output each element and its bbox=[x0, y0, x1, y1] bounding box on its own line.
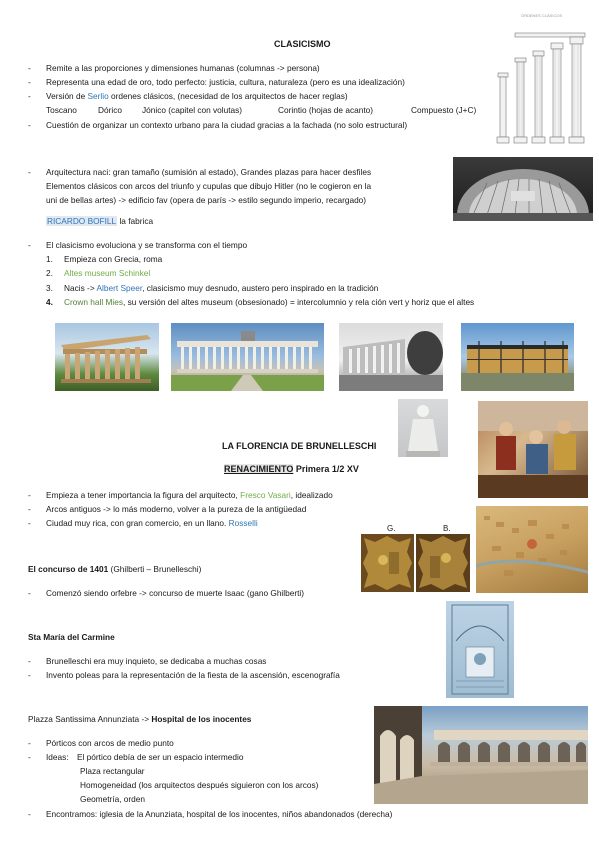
bullet: - bbox=[28, 588, 31, 598]
column-orders-image bbox=[493, 13, 593, 153]
section-title-carmine: Sta María del Carmine bbox=[28, 632, 115, 642]
bullet: - bbox=[28, 738, 31, 748]
text-fragment: la fabrica bbox=[117, 216, 154, 226]
text-fragment: Hospital de los inocentes bbox=[151, 714, 252, 724]
statue-drawing bbox=[398, 399, 448, 457]
order-toscano: Toscano bbox=[46, 105, 77, 115]
link-serlio[interactable]: Serlio bbox=[87, 91, 109, 101]
text-line: El clasicismo evoluciona y se transforma con el tiempo bbox=[46, 240, 248, 250]
text-fragment: , idealizado bbox=[290, 490, 333, 500]
text-line bbox=[46, 517, 258, 530]
bullet: - bbox=[28, 490, 31, 500]
text-line bbox=[46, 489, 333, 502]
panel-drawing bbox=[416, 534, 470, 592]
text-fragment: Ciudad muy rica, con gran comercio, en un llano. bbox=[46, 518, 229, 528]
text-line: Comenzó siendo orfebre -> concurso de muerte Isaac (gano Ghilberti) bbox=[46, 588, 305, 598]
text-line: Invento poleas para la representación de la fiesta de la ascensión, escenografía bbox=[46, 670, 340, 680]
bullet: - bbox=[28, 167, 31, 177]
order-jonico: Jónico (capitel con volutas) bbox=[142, 105, 243, 115]
text-fragment: Nacis -> bbox=[64, 283, 97, 293]
speer-building-image bbox=[339, 323, 443, 391]
speer-drawing bbox=[339, 323, 443, 391]
subtitle-renacimiento bbox=[224, 463, 359, 476]
text-line: Elementos clásicos con arcos del triunfo y cupulas que dibujo Hitler (no le cogieron en la bbox=[46, 181, 372, 191]
bullet: - bbox=[28, 120, 31, 130]
bullet: - bbox=[28, 518, 31, 528]
image-header-label: ÓRDENES CLÁSICOS bbox=[521, 13, 563, 18]
text-line: uni de bellas artes) -> edificio fav (opera de parís -> estilo segundo imperio, recargado) bbox=[46, 195, 367, 205]
text-fragment: Empieza a tener importancia la figura del arquitecto, bbox=[46, 490, 241, 500]
vasari-statue-image bbox=[398, 399, 448, 457]
text-line: Representa una edad de oro, todo perfecto: justicia, cultura, naturaleza (pero es una idealización) bbox=[46, 77, 405, 87]
florence-map-image bbox=[476, 506, 588, 593]
text-fragment: , su versión del altes museum (obsesionado) = intercolumnio y rela ción vert y horiz que el altes bbox=[123, 297, 475, 307]
bullet: - bbox=[28, 670, 31, 680]
list-item: Empieza con Grecia, roma bbox=[64, 254, 163, 264]
text-line: Remite a las proporciones y dimensiones humanas (columnas -> persona) bbox=[46, 63, 320, 73]
list-number: 2. bbox=[46, 268, 53, 278]
text-line: Arquitectura naci: gran tamaño (sumisión al estado), Grandes plazas para hacer desfiles bbox=[46, 167, 372, 177]
crown-hall-image bbox=[461, 323, 574, 391]
bullet: - bbox=[28, 656, 31, 666]
text-line: Arcos antiguos -> lo más moderno, volver a la pureza de la antigüedad bbox=[46, 504, 307, 514]
text-line bbox=[46, 90, 348, 103]
text-fragment: Versión de bbox=[46, 91, 88, 101]
brunelleschi-panel-image bbox=[416, 534, 470, 592]
idea-item: Homogeneidad (los arquitectos después siguieron con los arcos) bbox=[80, 780, 319, 790]
list-number: 4. bbox=[46, 297, 53, 307]
bullet: - bbox=[28, 752, 31, 762]
text-fragment: Plazza Santissima Annunziata -> bbox=[28, 714, 152, 724]
list-item: Altes museum Schinkel bbox=[64, 268, 151, 278]
scenography-drawing bbox=[446, 601, 514, 698]
bullet: - bbox=[28, 809, 31, 819]
text-line: Pórticos con arcos de medio punto bbox=[46, 738, 174, 748]
panel-drawing bbox=[361, 534, 414, 592]
piazza-drawing bbox=[374, 706, 588, 804]
map-drawing bbox=[476, 506, 588, 593]
text-fragment: ordenes clásicos, (necesidad de los arquitectos de hacer reglas) bbox=[108, 91, 348, 101]
idea-item: Plaza rectangular bbox=[80, 766, 145, 776]
altes-museum-drawing bbox=[171, 323, 324, 391]
bullet: - bbox=[28, 240, 31, 250]
dome-drawing bbox=[453, 157, 593, 221]
list-number: 1. bbox=[46, 254, 53, 264]
idea-item: Geometría, orden bbox=[80, 794, 146, 804]
carmine-scenography-image bbox=[446, 601, 514, 698]
crown-hall-drawing bbox=[461, 323, 574, 391]
link-albert-speer[interactable]: Albert Speer bbox=[96, 283, 143, 293]
vasari-fresco-image bbox=[478, 401, 588, 498]
label-brunelleschi: B. bbox=[443, 524, 451, 533]
bullet: - bbox=[28, 504, 31, 514]
section-title-clasicismo: CLASICISMO bbox=[274, 39, 331, 49]
link-rosselli[interactable]: Rosselli bbox=[228, 518, 258, 528]
text-fragment: El concurso de 1401 bbox=[28, 564, 109, 574]
annunziata-piazza-image bbox=[374, 706, 588, 804]
highlight-ricardo-bofill: RICARDO BOFILL bbox=[47, 216, 117, 226]
text-line: Encontramos: iglesia de la Anunziata, hospital de los inocentes, niños abandonados (derecha) bbox=[46, 809, 393, 819]
section-title-florencia: LA FLORENCIA DE BRUNELLESCHI bbox=[222, 441, 377, 451]
label-ghiberti: G. bbox=[387, 524, 396, 533]
text-fragment: (Ghilberti – Brunelleschi) bbox=[108, 564, 202, 574]
link-fresco-vasari[interactable]: Fresco Vasari bbox=[240, 490, 291, 500]
bullet: - bbox=[28, 91, 31, 101]
text-fragment: Primera 1/2 XV bbox=[293, 464, 359, 474]
nazi-dome-image bbox=[453, 157, 593, 221]
text-fragment: , clasicismo muy desnudo, austero pero inspirado en la tradición bbox=[142, 283, 379, 293]
idea-item: El pórtico debía de ser un espacio intermedio bbox=[77, 752, 244, 762]
order-corintio: Corintio (hojas de acanto) bbox=[278, 105, 374, 115]
section-title-annunziata bbox=[28, 713, 251, 726]
text-line bbox=[46, 215, 153, 228]
section-title-concurso bbox=[28, 563, 201, 576]
bullet: - bbox=[28, 77, 31, 87]
order-dorico: Dórico bbox=[98, 105, 122, 115]
highlight-renacimiento: RENACIMIENTO bbox=[224, 464, 294, 474]
list-item bbox=[64, 282, 378, 295]
columns-drawing bbox=[493, 13, 593, 153]
ghiberti-panel-image bbox=[361, 534, 414, 592]
text-line: Brunelleschi era muy inquieto, se dedicaba a muchas cosas bbox=[46, 656, 267, 666]
altes-museum-image bbox=[171, 323, 324, 391]
fresco-drawing bbox=[478, 401, 588, 498]
list-item bbox=[64, 296, 474, 309]
list-number: 3. bbox=[46, 283, 53, 293]
temple-drawing bbox=[55, 323, 159, 391]
bullet: - bbox=[28, 63, 31, 73]
greek-temple-image bbox=[55, 323, 159, 391]
text-line: Cuestión de organizar un contexto urbano para la ciudad gracias a la fachada (no solo estructural) bbox=[46, 120, 408, 130]
ideas-label: Ideas: bbox=[46, 752, 69, 762]
order-compuesto: Compuesto (J+C) bbox=[411, 105, 477, 115]
link-crown-hall[interactable]: Crown hall Mies bbox=[64, 297, 124, 307]
